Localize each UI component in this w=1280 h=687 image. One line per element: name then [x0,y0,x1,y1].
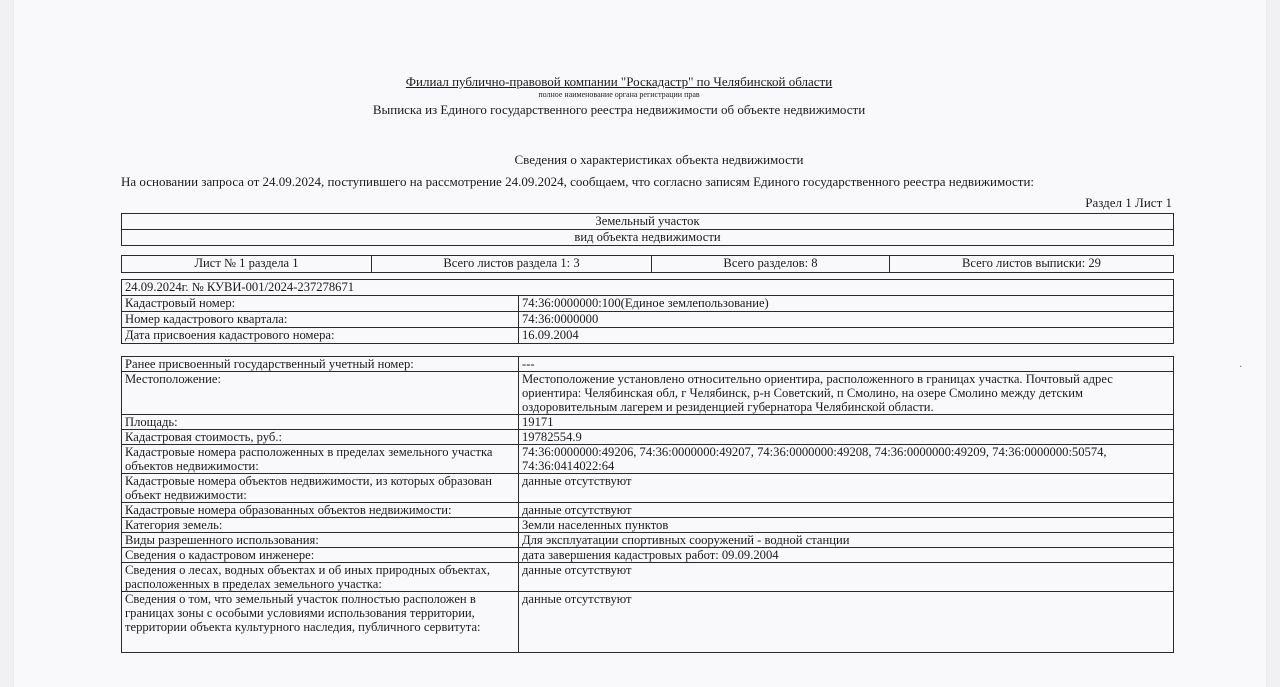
row-value: данные отсутствуют [519,503,1174,518]
section-title: Сведения о характеристиках объекта недвижимости [514,152,804,167]
row-label: Сведения о том, что земельный участок полностью расположен в границах зоны с особыми условиями использования территории, территории объекта культурного наследия, публичного сервитута: [122,592,519,653]
document-number: 24.09.2024г. № КУВИ-001/2024-237278671 [122,280,1174,296]
row-value: --- [519,357,1174,372]
row-label: Кадастровые номера образованных объектов недвижимости: [122,503,519,518]
row-value: дата завершения кадастровых работ: 09.09.2004 [519,548,1174,563]
page-reference: Раздел 1 Лист 1 [1085,195,1172,210]
table-row [122,503,1174,518]
row-value: 19171 [519,415,1174,430]
table-row [122,312,1174,328]
row-value: 19782554.9 [519,430,1174,445]
table-row [122,445,1174,474]
total-sections: Всего разделов: 8 [652,256,890,273]
basis-text: На основании запроса от 24.09.2024, поступившего на рассмотрение 24.09.2024, сообщаем, что согласно записям Единого государственного реестра недвижимости: [121,174,1035,189]
table-row [122,430,1174,445]
details-table [121,356,1174,653]
table-row [122,548,1174,563]
row-label: Кадастровые номера расположенных в пределах земельного участка объектов недвижимости: [122,445,519,474]
identity-table [121,279,1174,344]
row-value: данные отсутствуют [519,592,1174,653]
row-label: Сведения о кадастровом инженере: [122,548,519,563]
row-label: Ранее присвоенный государственный учетный номер: [122,357,519,372]
row-label: Категория земель: [122,518,519,533]
row-value: 74:36:0000000:49206, 74:36:0000000:49207, 74:36:0000000:49208, 74:36:0000000:49209, 74:36:0000000:50574, 74:36:0414022:64 [519,445,1174,474]
scan-speck: · [1239,362,1243,373]
total-section-sheets: Всего листов раздела 1: 3 [372,256,652,273]
row-label: Дата присвоения кадастрового номера: [122,328,519,344]
row-label: Виды разрешенного использования: [122,533,519,548]
organization-caption: полное наименование органа регистрации прав [538,90,700,99]
row-label: Номер кадастрового квартала: [122,312,519,328]
row-label: Кадастровые номера объектов недвижимости, из которых образован объект недвижимости: [122,474,519,503]
table-row [122,518,1174,533]
row-value: Земли населенных пунктов [519,518,1174,533]
object-type-table [121,213,1174,246]
total-extract-sheets: Всего листов выписки: 29 [890,256,1174,273]
table-row [122,415,1174,430]
row-label: Местоположение: [122,372,519,415]
table-row [122,372,1174,415]
row-value: данные отсутствуют [519,474,1174,503]
row-value: 16.09.2004 [519,328,1174,344]
sheet-number: Лист № 1 раздела 1 [122,256,372,273]
table-row [122,296,1174,312]
row-value: данные отсутствуют [519,563,1174,592]
table-row [122,563,1174,592]
document-page [14,0,1266,687]
extract-title: Выписка из Единого государственного реестра недвижимости об объекте недвижимости [372,102,866,117]
row-label: Кадастровый номер: [122,296,519,312]
table-row [122,533,1174,548]
sheet-info-table [121,255,1174,273]
row-value: Местоположение установлено относительно ориентира, расположенного в границах участка. Почтовый адрес ориентира: Челябинская обл, г Челябинск, р-н Советский, п Смолино, на озере Смолино между детским оздоровительным лагерем и резиденцией губернатора Челябинской области. [519,372,1174,415]
row-label: Кадастровая стоимость, руб.: [122,430,519,445]
table-row [122,592,1174,653]
table-row [122,357,1174,372]
table-row [122,328,1174,344]
object-type: Земельный участок [122,214,1174,230]
object-type-caption: вид объекта недвижимости [122,230,1174,246]
row-label: Площадь: [122,415,519,430]
row-label: Сведения о лесах, водных объектах и об иных природных объектах, расположенных в пределах земельного участка: [122,563,519,592]
table-row [122,474,1174,503]
row-value: 74:36:0000000 [519,312,1174,328]
organization-name: Филиал публично-правовой компании "Роскадастр" по Челябинской области [405,74,833,89]
row-value: Для эксплуатации спортивных сооружений - водной станции [519,533,1174,548]
row-value: 74:36:0000000:100(Единое землепользование) [519,296,1174,312]
